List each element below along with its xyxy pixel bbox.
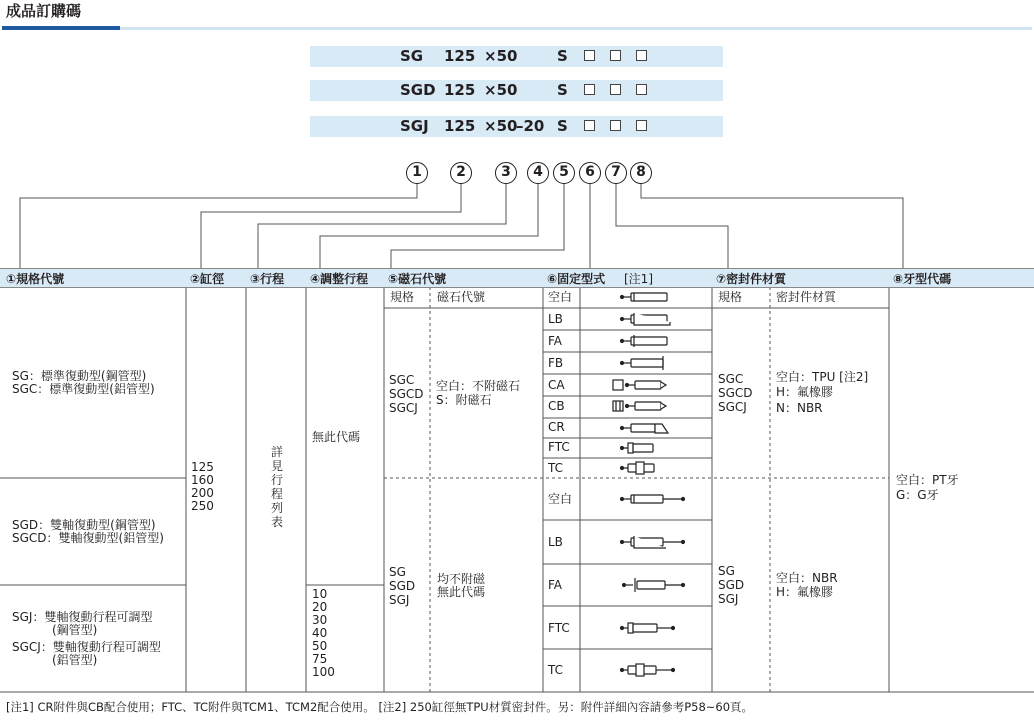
adjust-value: 75 — [312, 652, 328, 666]
mount-code: 空白 — [548, 290, 573, 304]
code-prefix: SGD — [400, 81, 436, 99]
header-seal: ⑦密封件材質 — [716, 272, 787, 286]
magnet-desc: S：附磁石 — [436, 393, 492, 407]
adjust-value: 40 — [312, 626, 328, 640]
code-stroke: ×50 — [484, 47, 518, 65]
code-stroke: ×50 — [484, 81, 518, 99]
code-bore: 125 — [444, 81, 476, 99]
marker-1: 1 — [406, 162, 428, 184]
adjust-value: 30 — [312, 613, 328, 627]
magnet-desc: 空白：不附磁石 — [436, 379, 521, 393]
mount-code: CR — [548, 420, 565, 434]
seal-desc: N：NBR — [776, 401, 823, 415]
seal-desc: H：氟橡膠 — [776, 585, 834, 599]
stroke-text: 詳 — [271, 445, 284, 459]
mount-icons — [613, 293, 685, 676]
header-stroke: ③行程 — [250, 272, 285, 286]
bore-value: 125 — [191, 460, 214, 474]
thread-desc: 空白：PT牙 — [896, 473, 959, 487]
marker-5: 5 — [553, 162, 575, 184]
marker-6: 6 — [579, 162, 601, 184]
magnet-sub-spec: 規格 — [390, 290, 415, 304]
seal-model: SGD — [718, 578, 745, 592]
seal-model: SGC — [718, 372, 744, 386]
footnote: [注1] CR附件與CB配合使用；FTC、TC附件與TCM1、TCM2配合使用。 [注2] 250缸徑無TPU材質密封件。另：附件詳細內容請參考P58~60頁。 — [6, 700, 754, 714]
magnet-model: SGCD — [389, 387, 424, 401]
code-bore: 125 — [444, 117, 476, 135]
adjust-value: 10 — [312, 587, 328, 601]
bore-value: 200 — [191, 486, 214, 500]
header-bore: ②缸徑 — [190, 272, 225, 286]
mount-code: LB — [548, 535, 563, 549]
spec-sgc: SGC：標準復動型(鋁管型) — [12, 382, 155, 396]
adjust-none: 無此代碼 — [312, 430, 361, 444]
adjust-value: 50 — [312, 639, 328, 653]
seal-desc: H：氟橡膠 — [776, 385, 834, 399]
magnet-desc: 無此代碼 — [437, 585, 486, 599]
seal-desc: 空白：NBR — [776, 571, 838, 585]
spec-sgj-sub: (鋼管型) — [52, 623, 98, 637]
stroke-text: 見 — [271, 459, 284, 473]
code-magnet: S — [557, 81, 568, 99]
seal-model: SG — [718, 564, 735, 578]
stroke-text: 程 — [271, 487, 284, 501]
code-adjust: –20 — [516, 117, 545, 135]
mount-code: FTC — [548, 440, 570, 454]
code-bore: 125 — [444, 47, 476, 65]
mount-code: CA — [548, 378, 565, 392]
header-adjust: ④調整行程 — [310, 272, 369, 286]
seal-desc: 空白：TPU [注2] — [776, 370, 869, 384]
mount-code: TC — [548, 663, 564, 677]
header-mount: ⑥固定型式 — [547, 272, 606, 286]
seal-model: SGJ — [718, 592, 739, 606]
header-thread: ⑧牙型代碼 — [893, 272, 952, 286]
magnet-model: SG — [389, 565, 406, 579]
mount-code: FA — [548, 578, 563, 592]
code-magnet: S — [557, 117, 568, 135]
code-stroke: ×50 — [484, 117, 518, 135]
thread-desc: G：G牙 — [896, 488, 939, 502]
spec-sgcj: SGCJ：雙軸復動行程可調型 — [12, 640, 161, 654]
magnet-model: SGCJ — [389, 401, 418, 415]
marker-2: 2 — [450, 162, 472, 184]
marker-7: 7 — [605, 162, 627, 184]
seal-sub-material: 密封件材質 — [776, 290, 837, 304]
code-prefix: SGJ — [400, 117, 429, 135]
spec-sg: SG：標準復動型(鋼管型) — [12, 369, 147, 383]
header-spec: ①規格代號 — [6, 272, 65, 286]
code-magnet: S — [557, 47, 568, 65]
magnet-sub-code: 磁石代號 — [437, 290, 486, 304]
marker-3: 3 — [495, 162, 517, 184]
magnet-model: SGD — [389, 579, 416, 593]
page-title: 成品訂購碼 — [6, 2, 82, 20]
mount-code: 空白 — [548, 492, 573, 506]
mount-code: FB — [548, 356, 564, 370]
adjust-value: 20 — [312, 600, 328, 614]
header-magnet: ⑤磁石代號 — [388, 272, 447, 286]
stroke-text: 表 — [271, 515, 284, 529]
bore-value: 250 — [191, 499, 214, 513]
marker-4: 4 — [527, 162, 549, 184]
magnet-model: SGJ — [389, 593, 410, 607]
seal-model: SGCJ — [718, 400, 747, 414]
mount-code: TC — [548, 461, 564, 475]
code-prefix: SG — [400, 47, 424, 65]
spec-sgj: SGJ：雙軸復動行程可調型 — [12, 610, 153, 624]
table-header — [0, 268, 1034, 288]
marker-8: 8 — [630, 162, 652, 184]
stroke-text: 行 — [271, 473, 284, 487]
mount-code: FA — [548, 334, 563, 348]
magnet-model: SGC — [389, 373, 415, 387]
mount-code: FTC — [548, 621, 570, 635]
mount-code: CB — [548, 399, 565, 413]
bore-value: 160 — [191, 473, 214, 487]
seal-sub-spec: 規格 — [718, 290, 743, 304]
spec-sgcj-sub: (鋁管型) — [52, 653, 98, 667]
header-mount-note: [注1] — [624, 272, 653, 286]
spec-sgd: SGD：雙軸復動型(鋼管型) — [12, 518, 156, 532]
magnet-desc: 均不附磁 — [437, 572, 486, 586]
mount-code: LB — [548, 312, 563, 326]
spec-sgcd: SGCD：雙軸復動型(鋁管型) — [12, 531, 164, 545]
seal-model: SGCD — [718, 386, 753, 400]
stroke-text: 列 — [271, 501, 284, 515]
adjust-value: 100 — [312, 665, 335, 679]
